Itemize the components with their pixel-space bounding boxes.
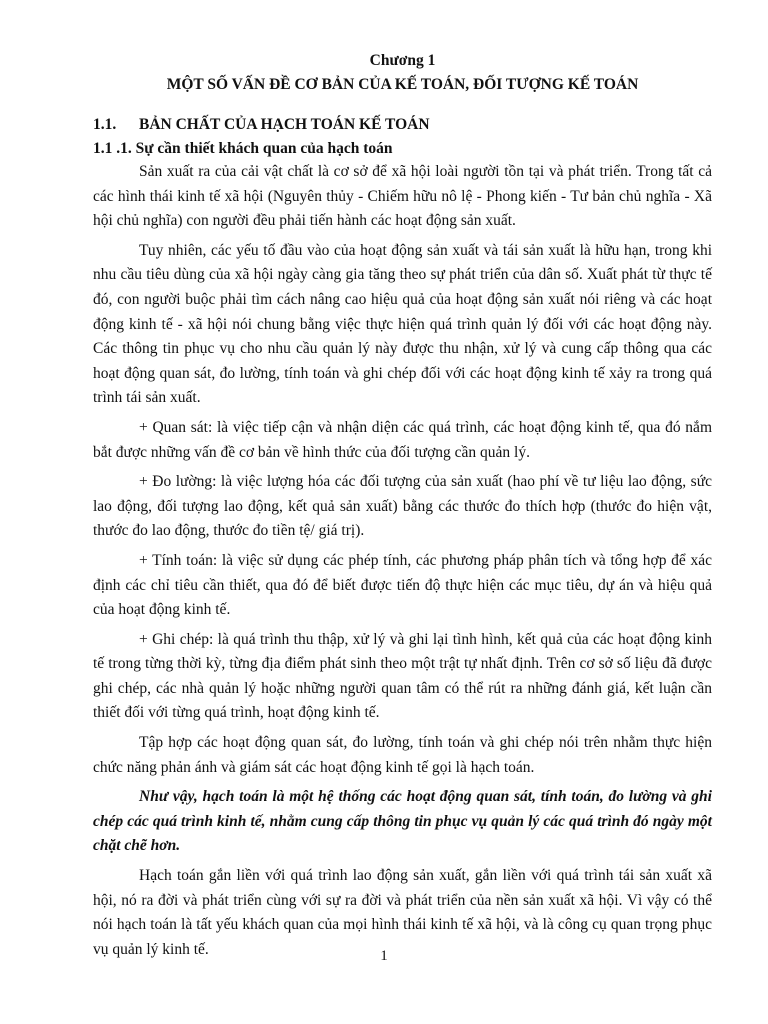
section-number: 1.1. — [93, 116, 117, 133]
paragraph-production: Sản xuất ra của cải vật chất là cơ sở để xã hội loài người tồn tại và phát triển. Trong tất cả các hình thái kinh tế xã hội (Nguyên thủy - Chiếm hữu nô lệ - Phong kiến - Tư bản chủ nghĩa - Xã hội chủ nghĩa) con người đều phải tiến hành các hoạt động sản xuất. — [93, 163, 712, 230]
paragraph-summary: Tập hợp các hoạt động quan sát, đo lường, tính toán và ghi chép nói trên nhằm thực hiện chức năng phản ánh và giám sát các hoạt động kinh tế gọi là hạch toán. — [93, 734, 712, 776]
section-heading — [93, 114, 712, 136]
paragraph-calculation: + Tính toán: là việc sử dụng các phép tính, các phương pháp phân tích và tổng hợp để xác định các chỉ tiêu cần thiết, qua đó để biết được tiến độ thực hiện các mục tiêu, dự án và hiệu quả của hoạt động kinh tế. — [93, 551, 712, 619]
paragraph-definition: Như vậy, hạch toán là một hệ thống các hoạt động quan sát, tính toán, đo lường và ghi chép các quá trình kinh tế, nhằm cung cấp thông tin phục vụ quản lý các quá trình đó ngày một chặt chẽ hơn. — [93, 788, 712, 855]
chapter-label: Chương 1 — [369, 52, 436, 69]
paragraph-recording: + Ghi chép: là quá trình thu thập, xử lý và ghi lại tình hình, kết quả của các hoạt động kinh tế trong từng thời kỳ, từng địa điểm phát sinh theo một trật tự nhất định. Trên cơ sở số liệu đã được ghi chép, các nhà quản lý hoặc những người quan tâm có thể rút ra những đánh giá, kết luận cần thiết đối với từng quá trình, hoạt động kinh tế. — [93, 630, 712, 722]
chapter-title: MỘT SỐ VẤN ĐỀ CƠ BẢN CỦA KẾ TOÁN, ĐỐI TƯỢNG KẾ TOÁN — [166, 76, 639, 93]
paragraph-observation: + Quan sát: là việc tiếp cận và nhận diện các quá trình, các hoạt động kinh tế, qua đó nắm bắt được những vấn đề cơ bản về hình thức của đối tượng cần quản lý. — [93, 418, 712, 461]
section-title: BẢN CHẤT CỦA HẠCH TOÁN KẾ TOÁN — [139, 116, 430, 133]
paragraph-limited-inputs: Tuy nhiên, các yếu tố đầu vào của hoạt động sản xuất và tái sản xuất là hữu hạn, trong khi nhu cầu tiêu dùng của xã hội ngày càng gia tăng theo sự phát triển của dân số. Xuất phát từ thực tế đó, con người buộc phải tìm cách nâng cao hiệu quả của hoạt động sản xuất nói riêng và các hoạt động kinh tế - xã hội nói chung bằng việc thực hiện quá trình quản lý đối với các hoạt động này. Các thông tin phục vụ cho nhu cầu quản lý này được thu nhận, xử lý và cung cấp thông qua các hoạt động quan sát, đo lường, tính toán và ghi chép đối với các hoạt động kinh tế xảy ra trong quá trình tái sản xuất. — [93, 241, 712, 407]
subsection-heading: 1.1 .1. Sự cần thiết khách quan của hạch toán — [93, 140, 393, 157]
paragraph-measurement: + Đo lường: là việc lượng hóa các đối tượng của sản xuất (hao phí về tư liệu lao động, sức lao động, đối tượng lao động, kết quả sản xuất) bằng các thước đo thích hợp (thước đo hiện vật, thước đo lao động, thước đo tiền tệ/ giá trị). — [93, 473, 712, 540]
paragraph-conclusion: Hạch toán gắn liền với quá trình lao động sản xuất, gắn liền với quá trình tái sản xuất xã hội, nó ra đời và phát triển cùng với sự ra đời và phát triển của nền sản xuất xã hội. Vì vậy có thể nói hạch toán là tất yếu khách quan của mọi hình thái kinh tế xã hội, và là công cụ quan trọng phục vụ quản lý kinh tế. — [93, 867, 712, 958]
page-number: 1 — [380, 948, 388, 964]
